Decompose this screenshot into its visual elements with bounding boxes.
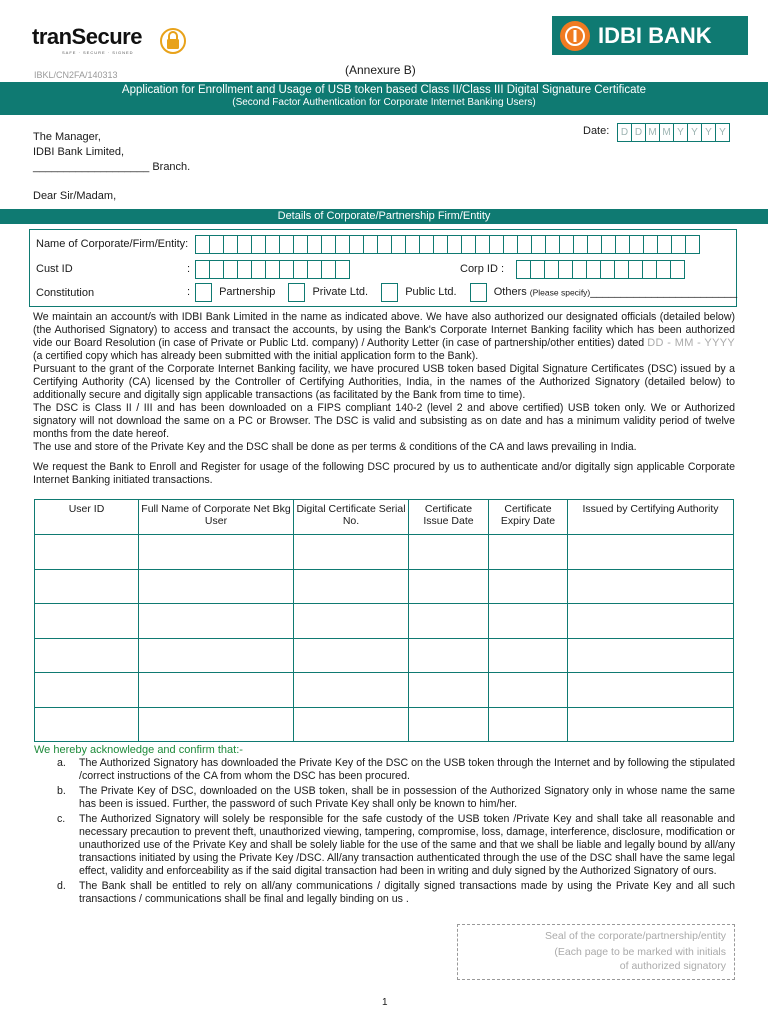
- list-item: b. The Private Key of DSC, downloaded on the USB token, shall be in possession of the Authorized Signatory only in whose name the same has been is issued. Further, the password of such Private Key shall only be known to him/her.: [57, 785, 735, 810]
- col-full-name: Full Name of Corporate Net Bkg User: [139, 500, 294, 535]
- date-cells[interactable]: [617, 123, 729, 142]
- table-row[interactable]: [35, 569, 734, 604]
- name-label: Name of Corporate/Firm/Entity:: [36, 238, 189, 250]
- partnership-label: Partnership: [219, 286, 276, 299]
- dsc-table: [34, 499, 734, 742]
- table-row[interactable]: [35, 535, 734, 570]
- form-subtitle: (Second Factor Authentication for Corporate Internet Banking Users): [232, 97, 536, 108]
- date-cell[interactable]: M: [659, 123, 674, 142]
- table-row[interactable]: [35, 638, 734, 673]
- branch-blank[interactable]: ___________________: [33, 161, 150, 173]
- idbi-emblem-icon: [560, 21, 590, 51]
- col-user-id: User ID: [35, 500, 139, 535]
- transecure-logo-text: tranSecure: [32, 24, 142, 49]
- table-header-row: [35, 500, 734, 535]
- bank-name: IDBI BANK: [598, 22, 712, 48]
- acknowledge-list: [33, 757, 735, 908]
- annexure-label: (Annexure B): [345, 63, 416, 77]
- resolution-date-field[interactable]: DD - MM - YYYY: [647, 337, 735, 349]
- branch-line: [33, 161, 190, 173]
- ref-code: IBKL/CN2FA/140313: [34, 70, 118, 80]
- addressee-line-2: IDBI Bank Limited,: [33, 146, 125, 158]
- others-note: (Please specify): [529, 287, 591, 298]
- partnership-checkbox[interactable]: [195, 283, 212, 302]
- seal-line-3: of authorized signatory: [619, 960, 726, 972]
- form-title-band: [0, 82, 768, 115]
- salutation: Dear Sir/Madam,: [33, 190, 117, 202]
- date-cell[interactable]: Y: [673, 123, 688, 142]
- table-row[interactable]: [35, 604, 734, 639]
- constitution-label: Constitution: [36, 287, 95, 299]
- corp-id-label: Corp ID :: [460, 263, 505, 275]
- acknowledge-heading: We hereby acknowledge and confirm that:-: [34, 744, 243, 756]
- others-blank[interactable]: ________________________: [590, 286, 738, 299]
- others-label: Others: [493, 286, 527, 299]
- name-input-cells[interactable]: [195, 235, 699, 254]
- transecure-logo: [32, 24, 192, 68]
- transecure-tagline: SAFE · SECURE · SIGNED: [62, 50, 134, 55]
- form-title: Application for Enrollment and Usage of USB token based Class II/Class III Digital Signature Certificate: [121, 84, 647, 96]
- constitution-colon: :: [187, 286, 191, 298]
- body-text: [33, 311, 735, 487]
- private-ltd-label: Private Ltd.: [312, 286, 369, 299]
- col-serial-no: Digital Certificate Serial No.: [294, 500, 409, 535]
- table-row[interactable]: [35, 673, 734, 708]
- cust-id-colon: :: [187, 263, 191, 275]
- branch-label: Branch.: [152, 161, 191, 173]
- date-cell[interactable]: D: [617, 123, 632, 142]
- others-checkbox[interactable]: [470, 283, 487, 302]
- private-ltd-checkbox[interactable]: [288, 283, 305, 302]
- paragraph-procurement: Pursuant to the grant of the Corporate Internet Banking facility, we have procured USB token based Digital Signature Certificates (DSC) issued by a Certifying Authority (CA) licensed by the Controller of Certifying Authorities, India, in the names of the Authorized Signatory (detailed below) to additionally secure and digitally sign applicable transactions (as facilitated by the Bank from time to time).: [33, 363, 735, 401]
- seal-line-2: (Each page to be marked with initials: [554, 946, 726, 958]
- list-item: c. The Authorized Signatory will solely be responsible for the safe custody of the USB token /Private Key and shall take all reasonable and necessary precaution to prevent theft, unauthorized viewing, tampering, compromise, loss, damage, interference, disclosure, modification or unauthorized use of the Private Key and shall be solely liable for the use of the same and that we shall be liable and legally bound by all/any transactions initiated by using the Private Key /DSC. All/any transaction authenticated through the use of the DSC shall have the same legal effect, validity and enforceability as if the said digital transaction had been in writing and duly signed by the Authorized Signatory of ours.: [57, 813, 735, 877]
- list-item: a. The Authorized Signatory has downloaded the Private Key of the DSC on the USB token through the Internet and by following the stipulated /correct instructions of the CA from whom the DSC has been procured.: [57, 757, 735, 782]
- cust-id-label: Cust ID: [36, 263, 73, 275]
- seal-box[interactable]: [457, 924, 735, 980]
- date-cell[interactable]: Y: [701, 123, 716, 142]
- details-box: [29, 229, 737, 307]
- public-ltd-label: Public Ltd.: [405, 286, 457, 299]
- lock-icon: [160, 26, 186, 56]
- date-cell[interactable]: Y: [715, 123, 730, 142]
- seal-line-1: Seal of the corporate/partnership/entity: [545, 930, 726, 942]
- paragraph-dsc-class: The DSC is Class II / III and has been downloaded on a FIPS compliant 140-2 (level 2 and above certified) USB token only. We or Authorized signatory will not download the same on a PC or Browser. The DSC is valid and subsisting as on date and has a minimum validity period of twelve months from the date hereof.: [33, 402, 735, 440]
- col-expiry-date: Certificate Expiry Date: [489, 500, 568, 535]
- page-number: 1: [382, 997, 388, 1008]
- col-issued-by: Issued by Certifying Authority: [568, 500, 734, 535]
- constitution-options: [195, 283, 737, 302]
- date-cell[interactable]: Y: [687, 123, 702, 142]
- date-label: Date:: [583, 125, 610, 137]
- public-ltd-checkbox[interactable]: [381, 283, 398, 302]
- paragraph-authorization: We maintain an account/s with IDBI Bank Limited in the name as indicated above. We have also authorized our designated officials (detailed below)(the Authorised Signatory) to access and transact the accounts, by using the Bank's Corporate Internet Banking facility which has been authorized vide our Board Resolution (in case of Private or Public Ltd. company) / Authority Letter (in case of partnership/other entities) dated DD - MM - YYYY (a certified copy which has already been submitted with the initial application form to the Bank).: [33, 311, 735, 362]
- col-issue-date: Certificate Issue Date: [409, 500, 489, 535]
- date-cell[interactable]: M: [645, 123, 660, 142]
- corp-id-input-cells[interactable]: [516, 260, 684, 279]
- idbi-bank-logo: [552, 16, 748, 55]
- details-section-title: Details of Corporate/Partnership Firm/Entity: [0, 209, 768, 224]
- paragraph-private-key-use: The use and store of the Private Key and the DSC shall be done as per terms & conditions of the CA and laws prevailing in India.: [33, 441, 637, 453]
- list-item: d. The Bank shall be entitled to rely on all/any communications / digitally signed transactions made by using the Private Key and all such transactions / communications shall be final and legally binding on us .: [57, 880, 735, 905]
- date-cell[interactable]: D: [631, 123, 646, 142]
- addressee-line-1: The Manager,: [33, 131, 101, 143]
- cust-id-input-cells[interactable]: [195, 260, 349, 279]
- paragraph-request: We request the Bank to Enroll and Register for usage of the following DSC procured by us to authenticate and/or digitally sign applicable Corporate Internet Banking initiated transactions.: [33, 461, 735, 486]
- table-row[interactable]: [35, 707, 734, 742]
